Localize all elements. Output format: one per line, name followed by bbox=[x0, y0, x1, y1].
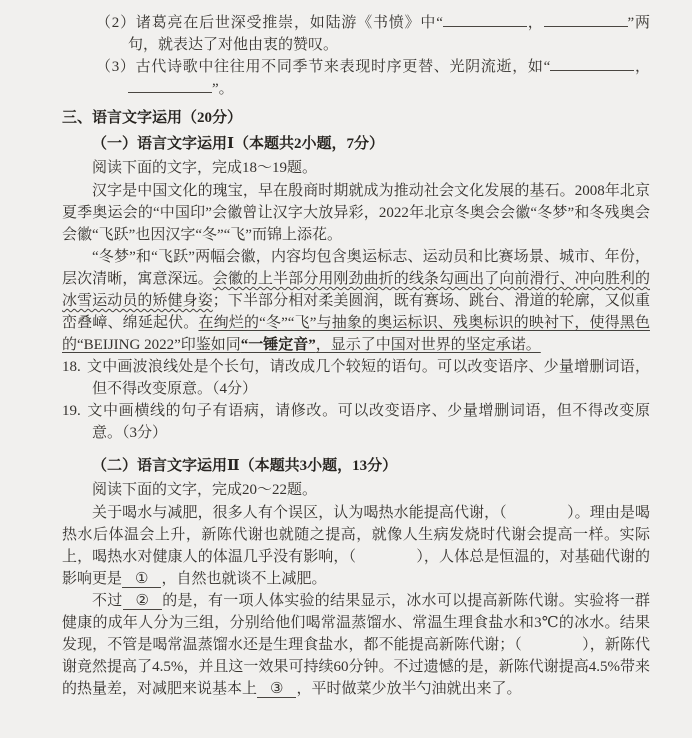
question-18-text: 文中画波浪线处是个长句，请改成几个较短的语句。可以改变语序、少量增删词语，但不得改变原意。（4分） bbox=[86, 359, 650, 397]
part2-paragraph-2: 不过 ② 的是，有一项人体实验的结果显示，冰水可以提高新陈代谢。实验将一群健康的成年人分为三组，分别给他们喝常温蒸馏水、常温生理食盐水和3℃的冰水。结果发现，不管是喝常温蒸馏水还是生理食盐水，都不能提高新陈代谢；（ ），新陈代谢竟然提高了4.5%，并且这一效果可持续60分钟。不过遗憾的是，新陈代谢提高4.5%带来的热量差，对减肥来说基本上 ③ ，平时做菜少放半勺油就出来了。 bbox=[62, 593, 650, 697]
part2-heading: （二）语言文字运用Ⅱ（本题共3小题，13分） bbox=[92, 458, 398, 474]
part1-paragraph-1: 汉字是中国文化的瑰宝，早在殷商时期就成为推动社会文化发展的基石。2008年北京夏季奥运会的“中国印”会徽曾让汉字大放异彩，2022年北京冬奥会会徽“冬梦”和冬残奥会会徽“飞跃”也因汉字“冬”“飞”而锦上添花。 bbox=[62, 183, 650, 243]
fill-item-2 bbox=[62, 12, 650, 56]
question-19-number: 19. bbox=[62, 403, 81, 419]
part2-lead: 阅读下面的文字，完成20～22题。 bbox=[92, 482, 318, 498]
question-18 bbox=[62, 356, 650, 400]
question-19-text: 文中画横线的句子有语病，请修改。可以改变语序、少量增删词语，但不得改变原意。（3分） bbox=[86, 403, 650, 441]
part1-lead: 阅读下面的文字，完成18～19题。 bbox=[92, 160, 318, 176]
fill-item-3-number: （3） bbox=[96, 59, 136, 75]
part1-paragraph-2: “冬梦”和“飞跃”两幅会徽，内容均包含奥运标志、运动员和比赛场景、城市、年份，层次清晰，寓意深远。会徽的上半部分用刚劲曲折的线条勾画出了向前滑行、冲向胜利的冰雪运动员的矫健身姿；下半部分相对柔美圆润，既有赛场、跳台、滑道的轮廓，又似重峦叠嶂、绵延起伏。在绚烂的“冬”“飞”与抽象的奥运标识、残奥标识的映衬下，使得黑色的“BEIJING 2022”印鉴如同“一锤定音”，显示了中国对世界的坚定承诺。 bbox=[62, 249, 650, 353]
part2-block bbox=[62, 455, 650, 700]
fill-item-2-number: （2） bbox=[96, 15, 136, 31]
part2-paragraph-1: 关于喝水与减肥，很多人有个误区，认为喝热水能提高代谢，（ ）。理由是喝热水后体温会上升，新陈代谢也就随之提高，就像人生病发烧时代谢会提高一样。实际上，喝热水对健康人的体温几乎没有影响，（ ），人体总是恒温的，对基础代谢的影响更是 ① ，自然也就谈不上减肥。 bbox=[62, 505, 650, 587]
fill-item-3-text: 古代诗歌中往往用不同季节来表现时序更替、光阴流逝，如“ ，”。 bbox=[128, 59, 650, 97]
question-18-number: 18. bbox=[62, 359, 81, 375]
section-heading: 三、语言文字运用（20分） bbox=[62, 110, 243, 126]
part1-heading: （一）语言文字运用Ⅰ（本题共2小题，7分） bbox=[92, 136, 385, 152]
question-19 bbox=[62, 400, 650, 444]
fill-item-2-text: 诸葛亮在后世深受推崇，如陆游《书愤》中“ ， ”两句，就表达了对他由衷的赞叹。 bbox=[128, 15, 650, 53]
fill-item-3 bbox=[62, 56, 650, 100]
